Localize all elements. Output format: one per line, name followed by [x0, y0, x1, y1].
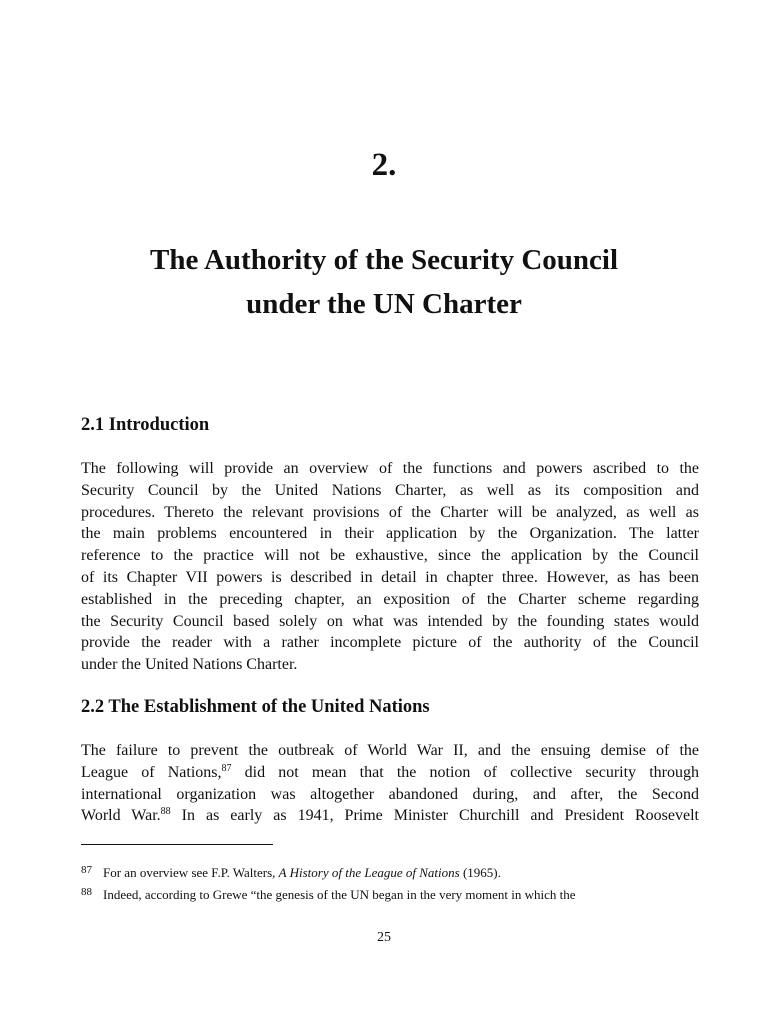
- paragraph-line: The following will provide an overview of the functions and powers ascribed to the: [81, 460, 699, 477]
- paragraph-line: Security Council by the United Nations Charter, as well as its composition and: [81, 481, 699, 499]
- footnote-divider: [81, 844, 273, 845]
- paragraph-text: League of Nations,: [81, 763, 222, 781]
- page-number: 25: [377, 930, 391, 945]
- paragraph-line: of its Chapter VII powers is described in detail in chapter three. However, as has been: [81, 568, 699, 586]
- paragraph-line: under the United Nations Charter.: [81, 656, 298, 674]
- footnote-text: Indeed, according to Grewe “the genesis of the UN began in the very moment in which the: [103, 887, 576, 902]
- paragraph-text: did not mean that the notion of collective security through: [231, 763, 699, 781]
- paragraph-line: [81, 805, 699, 827]
- footnote-88: [81, 884, 701, 903]
- chapter-title-line-1: The Authority of the Security Council: [149, 244, 619, 276]
- paragraph-line: reference to the practice will not be exhaustive, since the application by the Council: [81, 547, 699, 565]
- paragraph-line: the Security Council based solely on what was intended by the founding states would: [81, 612, 699, 630]
- footnote-number: 87: [81, 864, 92, 876]
- footnote-book-title: A History of the League of Nations: [278, 865, 460, 880]
- establishment-paragraph: [81, 740, 699, 827]
- footnote-reference-88[interactable]: 88: [160, 806, 171, 818]
- paragraph-line: the main problems encountered in their application by the Organization. The latter: [81, 525, 699, 543]
- paragraph-line: The failure to prevent the outbreak of World War II, and the ensuing demise of the: [81, 742, 699, 759]
- paragraph-line: [81, 762, 699, 784]
- footnote-number: 88: [81, 886, 92, 898]
- footnote-87: [81, 862, 701, 881]
- footnote-text: (1965).: [459, 865, 501, 880]
- paragraph-line: provide the reader with a rather incomplete picture of the authority of the Council: [81, 634, 699, 652]
- footnote-text: For an overview see F.P. Walters,: [103, 865, 279, 880]
- section-heading-introduction: 2.1 Introduction: [81, 415, 210, 435]
- section-heading-establishment: 2.2 The Establishment of the United Nations: [81, 697, 430, 717]
- paragraph-line: international organization was altogether abandoned during, and after, the Second: [81, 785, 699, 803]
- chapter-number: 2.: [371, 147, 397, 183]
- chapter-title-line-2: under the UN Charter: [246, 288, 522, 320]
- paragraph-line: procedures. Thereto the relevant provisions of the Charter will be analyzed, as well as: [81, 503, 699, 521]
- paragraph-text: In as early as 1941, Prime Minister Churchill and President Roosevelt: [170, 807, 700, 825]
- paragraph-text: World War.: [81, 807, 161, 825]
- introduction-paragraph: [81, 458, 699, 676]
- chapter-title: [60, 238, 708, 326]
- footnote-reference-87[interactable]: 87: [221, 762, 232, 774]
- paragraph-line: established in the preceding chapter, an exposition of the Charter scheme regarding: [81, 590, 699, 608]
